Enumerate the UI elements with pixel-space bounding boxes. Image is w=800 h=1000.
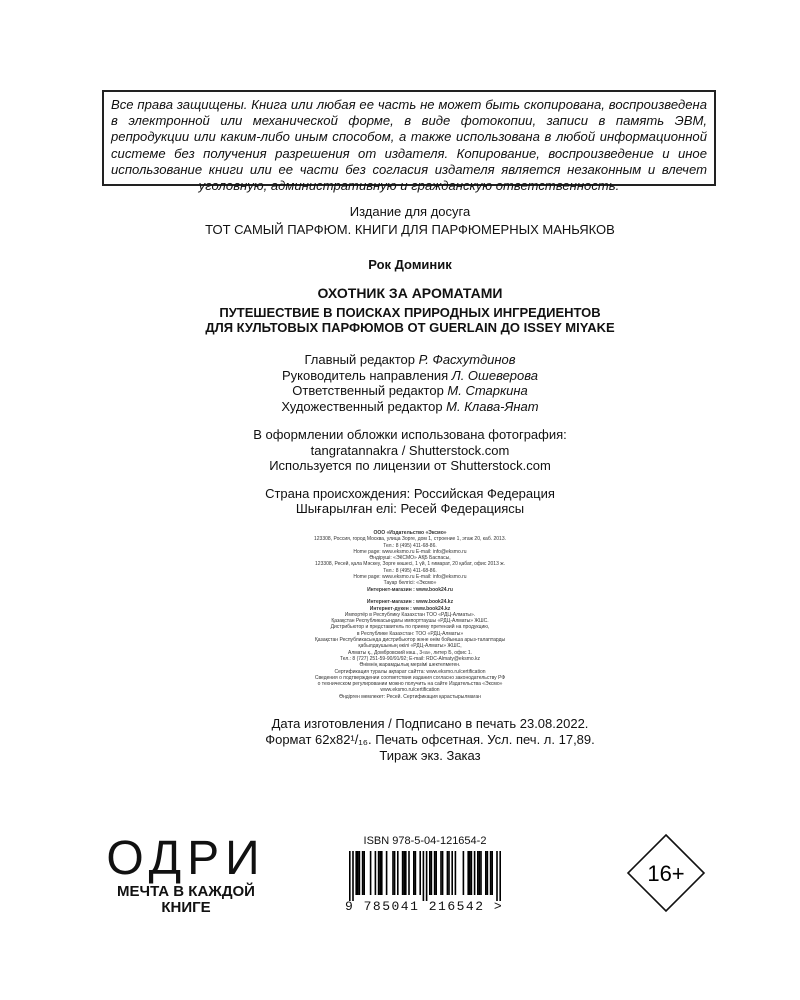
barcode-bar xyxy=(375,851,377,895)
fine-print-line: Home page: www.eksmo.ru E-mail: info@eksmo.ru xyxy=(353,574,467,581)
barcode-bar xyxy=(451,851,453,895)
fine-print-line: Тел.: 8 (495) 411-68-86. xyxy=(383,542,437,549)
barcode-bar xyxy=(357,851,359,895)
barcode-bar xyxy=(463,851,465,895)
photo-credit xyxy=(0,427,800,474)
logo-tagline-2: КНИГЕ xyxy=(161,899,211,916)
barcode-bar xyxy=(469,851,471,895)
barcode-bar xyxy=(467,851,469,895)
rights-notice-text: Все права защищены. Книга или любая ее часть не может быть скопирована, воспроизведена в электронной или механической форме, в виде фотокопии, записи в память ЭВМ, репродукции или каким-либо иным способом, а также использована в любой информационной системе без получения разрешения от издателя. Копирование, воспроизведение и иное использование книги или ее части без согласия издателя является незаконным и влечет уголовную, административную и гражданскую ответственность. xyxy=(111,97,707,194)
barcode-bar xyxy=(359,851,361,895)
production-line: Формат 62x82¹/₁₆. Печать офсетная. Усл. печ. л. 17,89. xyxy=(265,732,595,747)
barcode-bar xyxy=(378,851,380,895)
age-rating-badge xyxy=(626,833,706,913)
logo-tagline-1: МЕЧТА В КАЖДОЙ xyxy=(117,883,255,900)
fine-print-line: Алматы қ., Домбровский көш., 3«а», литер Б, офис 1. xyxy=(347,649,473,656)
isbn-number: ISBN 978-5-04-121654-2 xyxy=(363,835,487,847)
barcode-bar xyxy=(480,851,482,895)
fine-print-line: Интернет-дүкен : www.book24.kz xyxy=(369,605,451,612)
series-title: ТОТ САМЫЙ ПАРФЮМ. КНИГИ ДЛЯ ПАРФЮМЕРНЫХ МАНЬЯКОВ xyxy=(205,222,615,237)
fine-print-line: Өнімнің жарамдылық мерзімі шектелмеген. xyxy=(359,662,461,669)
barcode-bar xyxy=(403,851,405,895)
barcode-bar xyxy=(426,851,428,901)
barcode-bar xyxy=(362,851,364,895)
barcode xyxy=(345,851,505,901)
production-line: Тираж экз. Заказ xyxy=(379,748,481,763)
photo-credit-line: Используется по лицензии от Shutterstock.com xyxy=(269,458,551,473)
fine-print-line: www.eksmo.ru/certification xyxy=(380,687,440,694)
production-info xyxy=(230,716,630,764)
logo-word: ОДРИ xyxy=(106,832,266,885)
fine-print-line: Импортёр в Республику Казахстан ТОО «РДЦ-Алматы». xyxy=(344,611,476,618)
barcode-bar xyxy=(487,851,489,895)
fine-print-line: Тауар белгісі: «Эксмо» xyxy=(383,580,437,587)
publisher-logo xyxy=(96,834,276,916)
barcode-bar xyxy=(479,851,481,895)
fine-print-line: Сертификация туралы ақпарат сайтта: www.eksmo.ru/certification xyxy=(334,668,486,675)
fine-print-line: Қазақстан Республикасында дистрибьютор және өнім бойынша арыз-талаптарды xyxy=(314,637,506,644)
barcode-bar xyxy=(386,851,388,895)
barcode-bar xyxy=(429,851,431,895)
barcode-bar xyxy=(349,851,351,901)
barcode-bar xyxy=(490,851,492,895)
barcode-bar xyxy=(423,851,425,901)
fine-print-line: Интернет-магазин : www.book24.ru xyxy=(367,586,453,593)
barcode-bar xyxy=(448,851,450,895)
photo-credit-line: В оформлении обложки использована фотография: xyxy=(253,427,567,442)
barcode-bar xyxy=(496,851,498,901)
barcode-bar xyxy=(405,851,407,895)
barcode-bar xyxy=(394,851,396,895)
barcode-bar xyxy=(419,851,421,895)
credits xyxy=(0,352,800,414)
barcode-bar xyxy=(431,851,433,895)
subtitle-line-1: ПУТЕШЕСТВИЕ В ПОИСКАХ ПРИРОДНЫХ ИНГРЕДИЕНТОВ xyxy=(219,305,601,320)
barcode-bar xyxy=(474,851,476,895)
barcode-bar xyxy=(434,851,436,895)
edition-type: Издание для досуга xyxy=(349,204,471,219)
isbn-block xyxy=(345,835,505,914)
barcode-bar xyxy=(379,851,381,895)
fine-print-line: ООО «Издательство «Эксмо» xyxy=(373,530,447,536)
fine-print-line: Интернет-магазин : www.book24.kz xyxy=(366,599,454,606)
barcode-bar xyxy=(477,851,479,895)
fine-print-line: Тел.: 8 (495) 411-68-86. xyxy=(383,567,437,574)
fine-print-line: о техническом регулировании можно получить на сайте Издательства «Эксмо» xyxy=(317,681,503,688)
fine-print-line: Home page: www.eksmo.ru E-mail: info@eksmo.ru xyxy=(353,548,467,555)
barcode-bar xyxy=(415,851,417,895)
barcode-bar xyxy=(397,851,399,895)
barcode-bar xyxy=(499,851,501,901)
origin-line: Страна происхождения: Российская Федерация xyxy=(265,486,555,501)
fine-print-line: қабылдаушының өкілі «РДЦ-Алматы» ЖШС, xyxy=(358,643,462,650)
fine-print-line: Қазақстан Республикасындағы импорттаушы «РДЦ-Алматы» ЖШС. xyxy=(331,618,489,625)
barcode-bar xyxy=(435,851,437,895)
author: Рок Доминик xyxy=(368,257,452,272)
barcode-bar xyxy=(442,851,444,895)
barcode-bar xyxy=(370,851,372,895)
barcode-bar xyxy=(355,851,357,895)
barcode-bar xyxy=(352,851,354,901)
fine-print-line: Тел.: 8 (727) 251-59-90/91/92; E-mail: RDC-Almaty@eksmo.kz xyxy=(339,655,481,662)
fine-print-line: 123308, Ресей, қала Мәскеу, Зорге көшесі, 1 үй, 1 ғимарат, 20 қабат, офис 2013 ж. xyxy=(315,561,505,568)
subtitle-line-2: ДЛЯ КУЛЬТОВЫХ ПАРФЮМОВ ОТ GUERLAIN ДО ISSEY MIYAKE xyxy=(205,320,615,335)
barcode-bar xyxy=(392,851,394,895)
origin-line: Шығарылған елі: Ресей Федерациясы xyxy=(295,501,525,516)
barcode-bar xyxy=(491,851,493,895)
rights-notice-box xyxy=(102,90,716,194)
barcode-bar xyxy=(440,851,442,895)
fine-print-line: в Республике Казахстан: ТОО «РДЦ-Алматы» xyxy=(356,630,464,637)
barcode-bar xyxy=(413,851,415,895)
fine-print-line: Сведения о подтверждении соответствия издания согласно законодательству РФ xyxy=(314,674,506,681)
barcode-digits: 9 785041 216542 > xyxy=(345,899,504,914)
production-line: Дата изготовления / Подписано в печать 23.08.2022. xyxy=(271,716,589,731)
barcode-bar xyxy=(381,851,383,895)
photo-credit-line: tangratannakra / Shutterstock.com xyxy=(310,442,510,458)
barcode-bar xyxy=(408,851,410,895)
barcode-bar xyxy=(455,851,457,895)
barcode-bar xyxy=(402,851,404,895)
fine-print-line: Өндірген мемлекет: Ресей. Сертификация қарастырылмаған xyxy=(339,693,481,700)
barcode-bar xyxy=(485,851,487,895)
fine-print-line: Өндіруші: «ЭКСМО» АҚБ Баспасы, xyxy=(369,555,451,562)
barcode-bar xyxy=(471,851,473,895)
barcode-bar xyxy=(447,851,449,895)
book-title: ОХОТНИК ЗА АРОМАТАМИ xyxy=(317,285,503,301)
credit-line: Ответственный редактор М. Старкина xyxy=(292,383,528,398)
credit-line: Художественный редактор М. Клава-Янат xyxy=(281,398,539,414)
barcode-bar xyxy=(363,851,365,895)
fine-print xyxy=(260,530,560,700)
credit-line: Главный редактор Р. Фасхутдинов xyxy=(304,352,516,367)
fine-print-line: 123308, Россия, город Москва, улица Зорге, дом 1, строение 1, этаж 20, каб. 2013. xyxy=(314,536,506,543)
origin xyxy=(0,486,800,516)
credit-line: Руководитель направления Л. Ошеверова xyxy=(282,367,538,383)
fine-print-line: Дистрибьютор и представитель по приему претензий на продукцию, xyxy=(330,624,490,631)
age-rating-label: 16+ xyxy=(647,861,685,886)
